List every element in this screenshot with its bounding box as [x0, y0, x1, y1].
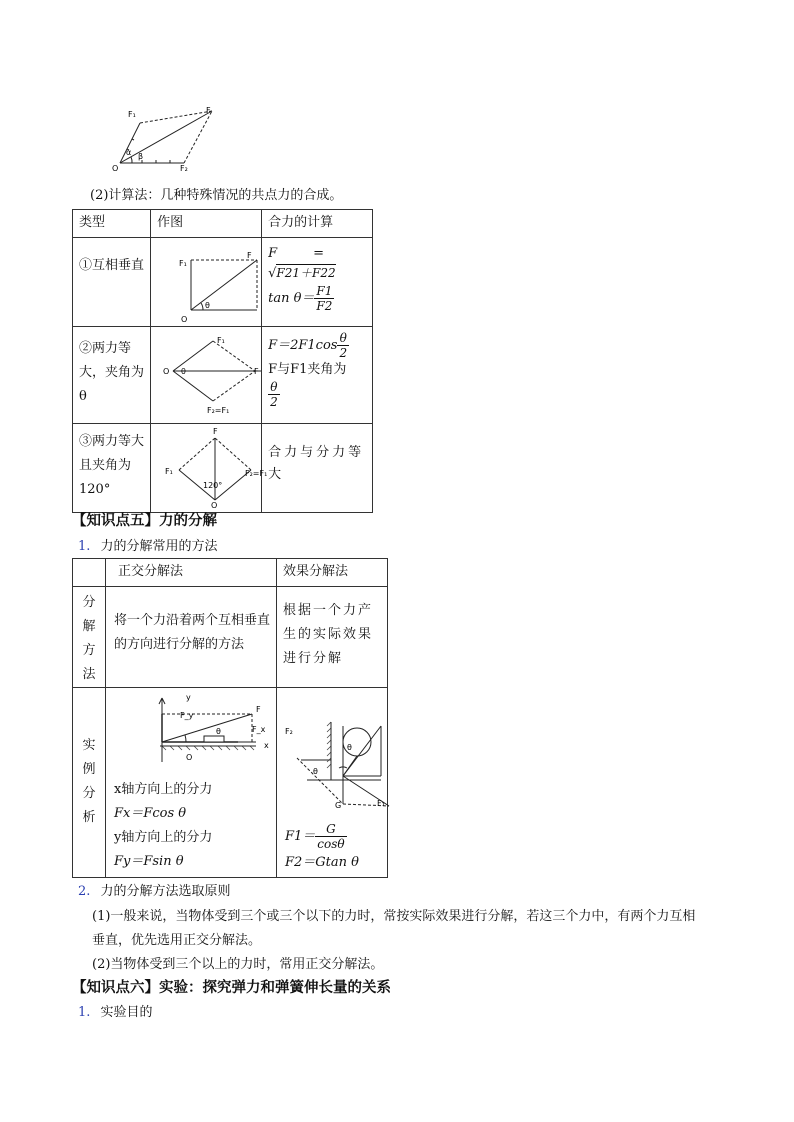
ortho-line-2: Fx＝Fcos θ — [114, 806, 187, 821]
effect-label-theta1: θ — [347, 743, 352, 752]
table1-row2-calc — [262, 327, 372, 409]
fig-label-o: O — [112, 164, 119, 173]
e120-label-f1: F₁ — [165, 467, 173, 476]
section6-title: 【知识点六】实验：探究弹力和弹簧伸长量的关系 — [72, 979, 391, 996]
calc-eq: = — [313, 246, 325, 261]
e120-label-f2: F₂=F₁ — [245, 469, 268, 478]
effect-eq1-num: G — [315, 822, 346, 837]
parallelogram-figure — [110, 103, 220, 173]
eq-label-o: O — [163, 367, 170, 376]
calc2-den: 2 — [339, 346, 348, 360]
effect-label-f2: F₂ — [285, 727, 293, 736]
table2-header-ortho: 正交分解法 — [118, 564, 184, 579]
ortho-label-fy: F_y — [180, 711, 194, 720]
eq-label-f: F — [254, 367, 259, 376]
perp-label-f1: F₁ — [179, 259, 187, 268]
effect-label-f1: F₁ — [377, 799, 385, 808]
effect-eq1-den: cosθ — [317, 837, 345, 851]
ortho-label-fx: F_x — [252, 725, 266, 734]
item2-p1b: 垂直，优先选用正交分解法。 — [92, 933, 262, 948]
e120-label-o: O — [211, 501, 218, 510]
e120-label-angle: 120° — [203, 481, 223, 490]
section5-item1-text: 力的分解常用的方法 — [100, 539, 218, 554]
perp-label-theta: θ — [205, 301, 210, 310]
decomposition-table — [72, 558, 388, 878]
table1-row1-calc: F = √F21＋F22 tan θ＝ $\frac{F1}{F2}$ — [268, 246, 336, 313]
calc-tan: tan θ＝ — [268, 291, 315, 306]
calc2-line1: F＝2F1cos — [268, 338, 338, 353]
ortho-label-y: y — [186, 693, 191, 702]
table2-row2-label: 实例分析 — [82, 738, 96, 825]
eq-label-theta: θ — [181, 367, 186, 376]
eq-label-f1: F₁ — [217, 336, 225, 345]
table1-row3-type: ③两力等大且夹角为120° — [79, 434, 145, 497]
fig-label-alpha: α — [126, 148, 132, 157]
e120-label-f: F — [213, 427, 218, 436]
section6-item1 — [78, 1001, 153, 1020]
ortho-label-x: x — [264, 741, 269, 750]
perp-label-o: O — [181, 315, 188, 324]
calc2-num2: θ — [268, 380, 280, 395]
eq-label-f2: F₂=F₁ — [207, 406, 230, 415]
fig-label-f1: F₁ — [128, 110, 136, 119]
equal-120-figure — [151, 424, 268, 510]
ortho-line-4: Fy＝Fsin θ — [114, 854, 184, 869]
table1-header-figure: 作图 — [157, 215, 184, 230]
orthogonal-figure — [106, 688, 276, 770]
table2-row1-label: 分解方法 — [82, 595, 96, 682]
ortho-label-o: O — [186, 753, 193, 762]
ortho-line-3: y轴方向上的分力 — [114, 830, 213, 845]
effect-figure — [277, 696, 387, 810]
calc-method-text: 计算法：几种特殊情况的共点力的合成。 — [108, 188, 343, 203]
table2-row1-effect: 根据一个力产生的实际效果进行分解 — [283, 603, 374, 666]
calc-f-lhs: F — [268, 246, 278, 261]
fig-label-f: F — [206, 106, 211, 115]
calc-method-number: (2) — [90, 188, 109, 203]
calc2-line2: F与F1夹角为 — [268, 362, 347, 377]
table1-header-type: 类型 — [79, 215, 106, 230]
section5-title: 【知识点五】力的分解 — [72, 512, 217, 529]
ortho-line-1: x轴方向上的分力 — [114, 782, 213, 797]
table1-row3-calc: 合力与分力等大 — [268, 445, 365, 482]
table1-header-calc: 合力的计算 — [268, 215, 334, 230]
table1-row2-type: ②两力等大，夹角为θ — [79, 341, 145, 404]
ortho-label-f: F — [256, 705, 261, 714]
item2-p1a: (1)一般来说，当物体受到三个或三个以下的力时，常按实际效果进行分解，若这三个力中，有两个力互相 — [92, 909, 696, 924]
item2-num: 2. — [78, 884, 91, 899]
section5-item1 — [78, 535, 218, 554]
item2-title — [78, 880, 231, 899]
table2-row2-ortho-text — [106, 770, 276, 874]
effect-eq1-lhs: F1＝ — [285, 829, 316, 844]
item2-p2: (2)当物体受到三个以上的力时，常用正交分解法。 — [92, 957, 384, 972]
composition-table — [72, 209, 373, 513]
section6-item1-text: 实验目的 — [100, 1005, 153, 1020]
calc-tan-den: F2 — [316, 299, 333, 313]
calc-method-line — [90, 184, 342, 203]
fig-label-f2: F₂ — [180, 164, 188, 173]
effect-label-theta2: θ — [313, 767, 318, 776]
table2-row1-ortho: 将一个力沿着两个互相垂直的方向进行分解的方法 — [114, 613, 271, 652]
effect-label-g: G — [335, 801, 342, 810]
item2-text: 力的分解方法选取原则 — [100, 884, 231, 899]
section6-item1-num: 1. — [78, 1005, 91, 1020]
perpendicular-figure — [151, 238, 261, 326]
calc2-den2: 2 — [270, 395, 278, 409]
perp-label-f: F — [247, 251, 252, 260]
fig-label-beta: β — [138, 152, 144, 161]
effect-eq2: F2＝Gtan θ — [285, 855, 359, 870]
calc2-num: θ — [337, 331, 349, 346]
calc-sqrt: F21＋F22 — [276, 266, 336, 280]
equal-forces-figure — [151, 327, 261, 419]
table1-row1-type: ①互相垂直 — [79, 258, 145, 273]
ortho-label-theta: θ — [216, 727, 221, 736]
calc-tan-num: F1 — [316, 284, 333, 298]
section5-item1-num: 1. — [78, 539, 91, 554]
table2-header-effect: 效果分解法 — [283, 564, 349, 579]
table2-row2-effect-text — [277, 810, 387, 875]
